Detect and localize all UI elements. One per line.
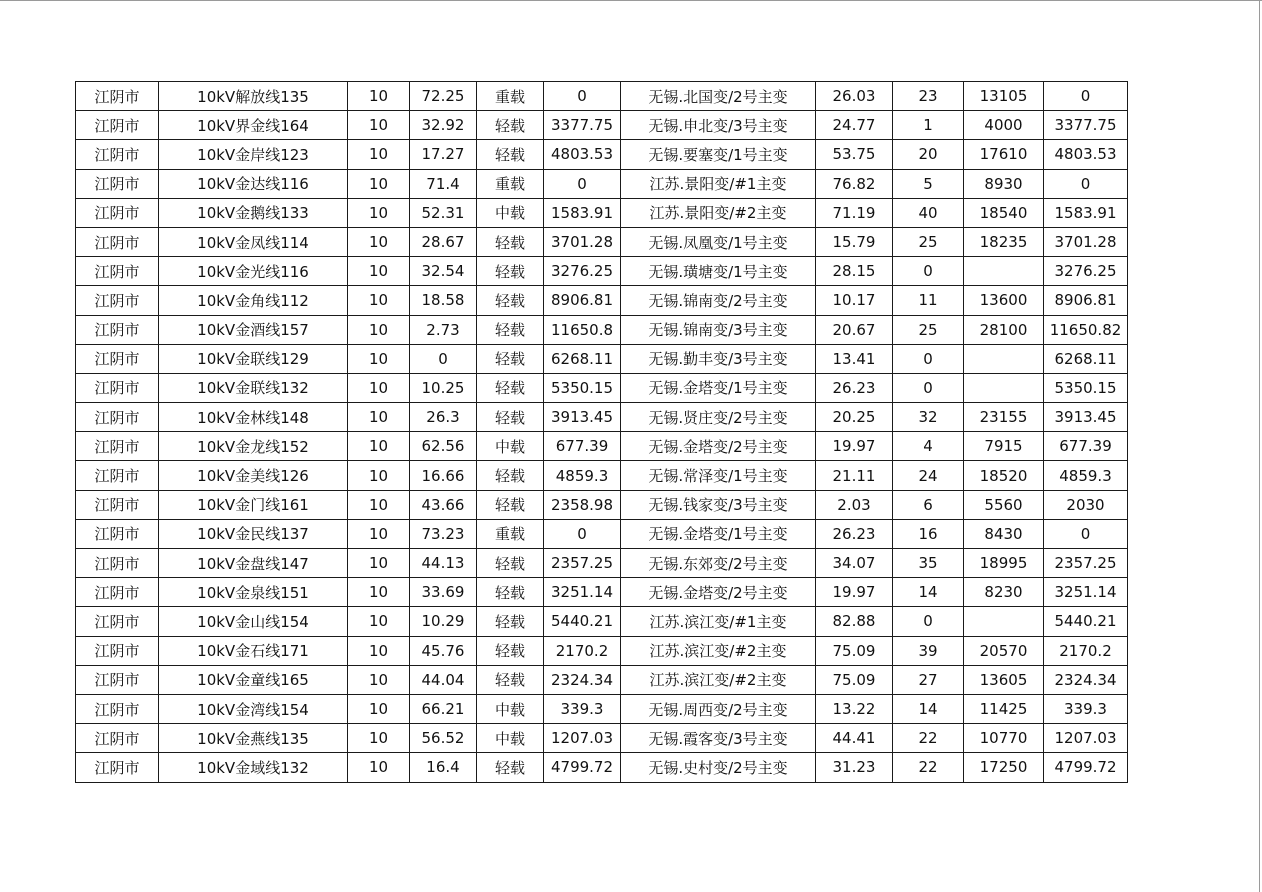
available-capacity-cell: 1583.91 [544, 198, 621, 227]
transformer-cell: 无锡.霞客变/3号主变 [621, 724, 816, 753]
feeder-name-cell: 10kV解放线135 [159, 82, 348, 111]
available-capacity-cell: 5350.15 [544, 373, 621, 402]
remaining-capacity-cell: 3276.25 [1044, 257, 1128, 286]
load-rate-cell: 43.66 [410, 490, 477, 519]
city-cell: 江阴市 [76, 286, 159, 315]
load-status-cell: 轻载 [477, 140, 544, 169]
city-cell: 江阴市 [76, 315, 159, 344]
load-rate-cell: 18.58 [410, 286, 477, 315]
available-capacity-cell: 2170.2 [544, 636, 621, 665]
load-rate-cell: 71.4 [410, 169, 477, 198]
load-rate-cell: 10.25 [410, 373, 477, 402]
capacity-cell: 18995 [964, 549, 1044, 578]
count-cell: 6 [893, 490, 964, 519]
table-row [76, 111, 1128, 140]
load-status-cell: 轻载 [477, 344, 544, 373]
load-rate-cell: 73.23 [410, 519, 477, 548]
city-cell: 江阴市 [76, 578, 159, 607]
table-row [76, 694, 1128, 723]
count-cell: 0 [893, 607, 964, 636]
transformer-load-rate-cell: 26.23 [816, 519, 893, 548]
count-cell: 14 [893, 694, 964, 723]
load-status-cell: 轻载 [477, 373, 544, 402]
city-cell: 江阴市 [76, 607, 159, 636]
available-capacity-cell: 8906.81 [544, 286, 621, 315]
count-cell: 25 [893, 315, 964, 344]
available-capacity-cell: 4803.53 [544, 140, 621, 169]
feeder-name-cell: 10kV金燕线135 [159, 724, 348, 753]
voltage-cell: 10 [348, 753, 410, 782]
load-status-cell: 重载 [477, 82, 544, 111]
count-cell: 39 [893, 636, 964, 665]
transformer-load-rate-cell: 24.77 [816, 111, 893, 140]
capacity-cell: 23155 [964, 403, 1044, 432]
remaining-capacity-cell: 2170.2 [1044, 636, 1128, 665]
page-top-border [0, 0, 1262, 1]
voltage-cell: 10 [348, 257, 410, 286]
capacity-cell [964, 257, 1044, 286]
count-cell: 24 [893, 461, 964, 490]
feeder-name-cell: 10kV金联线129 [159, 344, 348, 373]
load-rate-cell: 28.67 [410, 227, 477, 256]
feeder-name-cell: 10kV金酒线157 [159, 315, 348, 344]
available-capacity-cell: 6268.11 [544, 344, 621, 373]
feeder-name-cell: 10kV金域线132 [159, 753, 348, 782]
city-cell: 江阴市 [76, 140, 159, 169]
transformer-cell: 无锡.申北变/3号主变 [621, 111, 816, 140]
feeder-name-cell: 10kV金角线112 [159, 286, 348, 315]
table-row [76, 432, 1128, 461]
remaining-capacity-cell: 1207.03 [1044, 724, 1128, 753]
load-status-cell: 轻载 [477, 257, 544, 286]
table-row [76, 665, 1128, 694]
voltage-cell: 10 [348, 636, 410, 665]
available-capacity-cell: 4799.72 [544, 753, 621, 782]
remaining-capacity-cell: 4799.72 [1044, 753, 1128, 782]
transformer-cell: 无锡.金塔变/2号主变 [621, 432, 816, 461]
transformer-load-rate-cell: 31.23 [816, 753, 893, 782]
load-status-cell: 轻载 [477, 227, 544, 256]
table-row [76, 315, 1128, 344]
load-status-cell: 轻载 [477, 490, 544, 519]
load-status-cell: 轻载 [477, 461, 544, 490]
transformer-load-rate-cell: 2.03 [816, 490, 893, 519]
load-rate-cell: 44.04 [410, 665, 477, 694]
transformer-cell: 无锡.史村变/2号主变 [621, 753, 816, 782]
remaining-capacity-cell: 0 [1044, 519, 1128, 548]
load-status-cell: 轻载 [477, 315, 544, 344]
transformer-cell: 江苏.景阳变/#1主变 [621, 169, 816, 198]
voltage-cell: 10 [348, 461, 410, 490]
voltage-cell: 10 [348, 519, 410, 548]
capacity-cell: 18520 [964, 461, 1044, 490]
transformer-load-rate-cell: 53.75 [816, 140, 893, 169]
city-cell: 江阴市 [76, 519, 159, 548]
load-status-cell: 中载 [477, 724, 544, 753]
available-capacity-cell: 2358.98 [544, 490, 621, 519]
feeder-name-cell: 10kV金童线165 [159, 665, 348, 694]
table-row [76, 169, 1128, 198]
remaining-capacity-cell: 3377.75 [1044, 111, 1128, 140]
count-cell: 5 [893, 169, 964, 198]
load-status-cell: 中载 [477, 198, 544, 227]
count-cell: 11 [893, 286, 964, 315]
city-cell: 江阴市 [76, 111, 159, 140]
capacity-cell: 13605 [964, 665, 1044, 694]
transformer-load-rate-cell: 20.25 [816, 403, 893, 432]
feeder-name-cell: 10kV金民线137 [159, 519, 348, 548]
table-row [76, 607, 1128, 636]
remaining-capacity-cell: 6268.11 [1044, 344, 1128, 373]
remaining-capacity-cell: 1583.91 [1044, 198, 1128, 227]
transformer-load-rate-cell: 82.88 [816, 607, 893, 636]
voltage-cell: 10 [348, 549, 410, 578]
feeder-name-cell: 10kV界金线164 [159, 111, 348, 140]
available-capacity-cell: 11650.8 [544, 315, 621, 344]
remaining-capacity-cell: 677.39 [1044, 432, 1128, 461]
city-cell: 江阴市 [76, 694, 159, 723]
transformer-cell: 无锡.璜塘变/1号主变 [621, 257, 816, 286]
transformer-cell: 无锡.东郊变/2号主变 [621, 549, 816, 578]
table-row [76, 227, 1128, 256]
table-row [76, 724, 1128, 753]
city-cell: 江阴市 [76, 724, 159, 753]
transformer-load-rate-cell: 75.09 [816, 665, 893, 694]
remaining-capacity-cell: 2030 [1044, 490, 1128, 519]
capacity-cell: 18235 [964, 227, 1044, 256]
load-rate-cell: 32.54 [410, 257, 477, 286]
transformer-load-rate-cell: 26.03 [816, 82, 893, 111]
feeder-name-cell: 10kV金达线116 [159, 169, 348, 198]
voltage-cell: 10 [348, 198, 410, 227]
voltage-cell: 10 [348, 286, 410, 315]
remaining-capacity-cell: 339.3 [1044, 694, 1128, 723]
load-status-cell: 轻载 [477, 578, 544, 607]
transformer-load-rate-cell: 76.82 [816, 169, 893, 198]
transformer-cell: 无锡.要塞变/1号主变 [621, 140, 816, 169]
table-row [76, 753, 1128, 782]
capacity-cell: 5560 [964, 490, 1044, 519]
load-rate-cell: 2.73 [410, 315, 477, 344]
remaining-capacity-cell: 11650.82 [1044, 315, 1128, 344]
feeder-name-cell: 10kV金联线132 [159, 373, 348, 402]
available-capacity-cell: 0 [544, 519, 621, 548]
voltage-cell: 10 [348, 490, 410, 519]
count-cell: 32 [893, 403, 964, 432]
city-cell: 江阴市 [76, 432, 159, 461]
load-status-cell: 中载 [477, 432, 544, 461]
load-rate-cell: 26.3 [410, 403, 477, 432]
available-capacity-cell: 5440.21 [544, 607, 621, 636]
count-cell: 14 [893, 578, 964, 607]
transformer-cell: 江苏.滨江变/#2主变 [621, 636, 816, 665]
feeder-name-cell: 10kV金石线171 [159, 636, 348, 665]
load-status-cell: 轻载 [477, 665, 544, 694]
transformer-load-rate-cell: 21.11 [816, 461, 893, 490]
table-row [76, 549, 1128, 578]
transformer-load-rate-cell: 20.67 [816, 315, 893, 344]
transformer-cell: 江苏.景阳变/#2主变 [621, 198, 816, 227]
load-rate-cell: 44.13 [410, 549, 477, 578]
capacity-cell [964, 607, 1044, 636]
count-cell: 4 [893, 432, 964, 461]
transformer-load-rate-cell: 71.19 [816, 198, 893, 227]
feeder-load-table [75, 81, 1128, 783]
remaining-capacity-cell: 5350.15 [1044, 373, 1128, 402]
transformer-load-rate-cell: 19.97 [816, 578, 893, 607]
table-row [76, 140, 1128, 169]
feeder-name-cell: 10kV金泉线151 [159, 578, 348, 607]
load-status-cell: 轻载 [477, 111, 544, 140]
transformer-load-rate-cell: 10.17 [816, 286, 893, 315]
table-body [76, 82, 1128, 783]
available-capacity-cell: 2324.34 [544, 665, 621, 694]
transformer-load-rate-cell: 13.22 [816, 694, 893, 723]
load-rate-cell: 0 [410, 344, 477, 373]
remaining-capacity-cell: 3913.45 [1044, 403, 1128, 432]
load-rate-cell: 17.27 [410, 140, 477, 169]
table-row [76, 286, 1128, 315]
capacity-cell: 17610 [964, 140, 1044, 169]
voltage-cell: 10 [348, 578, 410, 607]
feeder-name-cell: 10kV金鹅线133 [159, 198, 348, 227]
table-row [76, 403, 1128, 432]
count-cell: 22 [893, 753, 964, 782]
transformer-cell: 无锡.金塔变/2号主变 [621, 578, 816, 607]
city-cell: 江阴市 [76, 344, 159, 373]
capacity-cell: 8930 [964, 169, 1044, 198]
load-rate-cell: 16.4 [410, 753, 477, 782]
capacity-cell: 8230 [964, 578, 1044, 607]
transformer-cell: 无锡.北国变/2号主变 [621, 82, 816, 111]
load-status-cell: 轻载 [477, 607, 544, 636]
capacity-cell: 28100 [964, 315, 1044, 344]
transformer-load-rate-cell: 44.41 [816, 724, 893, 753]
available-capacity-cell: 0 [544, 169, 621, 198]
count-cell: 27 [893, 665, 964, 694]
transformer-cell: 无锡.金塔变/1号主变 [621, 373, 816, 402]
table-row [76, 344, 1128, 373]
transformer-cell: 无锡.锦南变/3号主变 [621, 315, 816, 344]
table-row [76, 257, 1128, 286]
transformer-cell: 无锡.勤丰变/3号主变 [621, 344, 816, 373]
capacity-cell: 4000 [964, 111, 1044, 140]
city-cell: 江阴市 [76, 169, 159, 198]
city-cell: 江阴市 [76, 490, 159, 519]
voltage-cell: 10 [348, 140, 410, 169]
transformer-cell: 无锡.贤庄变/2号主变 [621, 403, 816, 432]
count-cell: 35 [893, 549, 964, 578]
feeder-name-cell: 10kV金光线116 [159, 257, 348, 286]
voltage-cell: 10 [348, 403, 410, 432]
feeder-name-cell: 10kV金湾线154 [159, 694, 348, 723]
available-capacity-cell: 4859.3 [544, 461, 621, 490]
capacity-cell: 13105 [964, 82, 1044, 111]
load-status-cell: 轻载 [477, 403, 544, 432]
load-status-cell: 轻载 [477, 753, 544, 782]
load-rate-cell: 33.69 [410, 578, 477, 607]
load-rate-cell: 56.52 [410, 724, 477, 753]
voltage-cell: 10 [348, 724, 410, 753]
transformer-load-rate-cell: 15.79 [816, 227, 893, 256]
voltage-cell: 10 [348, 315, 410, 344]
load-rate-cell: 16.66 [410, 461, 477, 490]
voltage-cell: 10 [348, 169, 410, 198]
available-capacity-cell: 339.3 [544, 694, 621, 723]
transformer-cell: 无锡.金塔变/1号主变 [621, 519, 816, 548]
available-capacity-cell: 3913.45 [544, 403, 621, 432]
available-capacity-cell: 2357.25 [544, 549, 621, 578]
load-rate-cell: 66.21 [410, 694, 477, 723]
voltage-cell: 10 [348, 111, 410, 140]
transformer-cell: 无锡.锦南变/2号主变 [621, 286, 816, 315]
city-cell: 江阴市 [76, 461, 159, 490]
feeder-name-cell: 10kV金凤线114 [159, 227, 348, 256]
city-cell: 江阴市 [76, 665, 159, 694]
transformer-load-rate-cell: 75.09 [816, 636, 893, 665]
count-cell: 1 [893, 111, 964, 140]
capacity-cell: 8430 [964, 519, 1044, 548]
transformer-load-rate-cell: 13.41 [816, 344, 893, 373]
voltage-cell: 10 [348, 82, 410, 111]
transformer-cell: 江苏.滨江变/#2主变 [621, 665, 816, 694]
voltage-cell: 10 [348, 227, 410, 256]
city-cell: 江阴市 [76, 227, 159, 256]
count-cell: 0 [893, 344, 964, 373]
table-row [76, 82, 1128, 111]
remaining-capacity-cell: 4803.53 [1044, 140, 1128, 169]
voltage-cell: 10 [348, 665, 410, 694]
feeder-name-cell: 10kV金门线161 [159, 490, 348, 519]
count-cell: 16 [893, 519, 964, 548]
table-row [76, 461, 1128, 490]
transformer-cell: 无锡.凤凰变/1号主变 [621, 227, 816, 256]
transformer-load-rate-cell: 34.07 [816, 549, 893, 578]
load-rate-cell: 52.31 [410, 198, 477, 227]
remaining-capacity-cell: 8906.81 [1044, 286, 1128, 315]
capacity-cell: 7915 [964, 432, 1044, 461]
count-cell: 0 [893, 373, 964, 402]
capacity-cell [964, 373, 1044, 402]
table-row [76, 490, 1128, 519]
table-row [76, 578, 1128, 607]
count-cell: 25 [893, 227, 964, 256]
city-cell: 江阴市 [76, 753, 159, 782]
load-status-cell: 重载 [477, 169, 544, 198]
city-cell: 江阴市 [76, 257, 159, 286]
load-status-cell: 重载 [477, 519, 544, 548]
feeder-name-cell: 10kV金盘线147 [159, 549, 348, 578]
available-capacity-cell: 1207.03 [544, 724, 621, 753]
remaining-capacity-cell: 0 [1044, 169, 1128, 198]
load-rate-cell: 32.92 [410, 111, 477, 140]
remaining-capacity-cell: 2324.34 [1044, 665, 1128, 694]
transformer-cell: 无锡.钱家变/3号主变 [621, 490, 816, 519]
voltage-cell: 10 [348, 432, 410, 461]
transformer-cell: 江苏.滨江变/#1主变 [621, 607, 816, 636]
remaining-capacity-cell: 0 [1044, 82, 1128, 111]
capacity-cell: 20570 [964, 636, 1044, 665]
count-cell: 40 [893, 198, 964, 227]
city-cell: 江阴市 [76, 403, 159, 432]
remaining-capacity-cell: 5440.21 [1044, 607, 1128, 636]
load-rate-cell: 72.25 [410, 82, 477, 111]
city-cell: 江阴市 [76, 549, 159, 578]
feeder-name-cell: 10kV金岸线123 [159, 140, 348, 169]
city-cell: 江阴市 [76, 373, 159, 402]
capacity-cell: 11425 [964, 694, 1044, 723]
transformer-load-rate-cell: 26.23 [816, 373, 893, 402]
load-status-cell: 轻载 [477, 549, 544, 578]
load-status-cell: 中载 [477, 694, 544, 723]
remaining-capacity-cell: 2357.25 [1044, 549, 1128, 578]
available-capacity-cell: 3251.14 [544, 578, 621, 607]
count-cell: 0 [893, 257, 964, 286]
available-capacity-cell: 3276.25 [544, 257, 621, 286]
voltage-cell: 10 [348, 607, 410, 636]
available-capacity-cell: 3377.75 [544, 111, 621, 140]
transformer-cell: 无锡.周西变/2号主变 [621, 694, 816, 723]
count-cell: 20 [893, 140, 964, 169]
load-rate-cell: 62.56 [410, 432, 477, 461]
capacity-cell: 10770 [964, 724, 1044, 753]
capacity-cell [964, 344, 1044, 373]
count-cell: 22 [893, 724, 964, 753]
transformer-cell: 无锡.常泽变/1号主变 [621, 461, 816, 490]
capacity-cell: 18540 [964, 198, 1044, 227]
city-cell: 江阴市 [76, 82, 159, 111]
remaining-capacity-cell: 4859.3 [1044, 461, 1128, 490]
remaining-capacity-cell: 3701.28 [1044, 227, 1128, 256]
load-status-cell: 轻载 [477, 286, 544, 315]
city-cell: 江阴市 [76, 636, 159, 665]
feeder-name-cell: 10kV金林线148 [159, 403, 348, 432]
table-row [76, 198, 1128, 227]
available-capacity-cell: 3701.28 [544, 227, 621, 256]
capacity-cell: 17250 [964, 753, 1044, 782]
feeder-name-cell: 10kV金龙线152 [159, 432, 348, 461]
voltage-cell: 10 [348, 373, 410, 402]
available-capacity-cell: 0 [544, 82, 621, 111]
voltage-cell: 10 [348, 694, 410, 723]
feeder-name-cell: 10kV金山线154 [159, 607, 348, 636]
load-status-cell: 轻载 [477, 636, 544, 665]
table-row [76, 373, 1128, 402]
page-right-border [1259, 0, 1260, 892]
count-cell: 23 [893, 82, 964, 111]
remaining-capacity-cell: 3251.14 [1044, 578, 1128, 607]
table-row [76, 519, 1128, 548]
feeder-name-cell: 10kV金美线126 [159, 461, 348, 490]
capacity-cell: 13600 [964, 286, 1044, 315]
city-cell: 江阴市 [76, 198, 159, 227]
load-rate-cell: 45.76 [410, 636, 477, 665]
voltage-cell: 10 [348, 344, 410, 373]
available-capacity-cell: 677.39 [544, 432, 621, 461]
transformer-load-rate-cell: 19.97 [816, 432, 893, 461]
load-rate-cell: 10.29 [410, 607, 477, 636]
transformer-load-rate-cell: 28.15 [816, 257, 893, 286]
table-row [76, 636, 1128, 665]
